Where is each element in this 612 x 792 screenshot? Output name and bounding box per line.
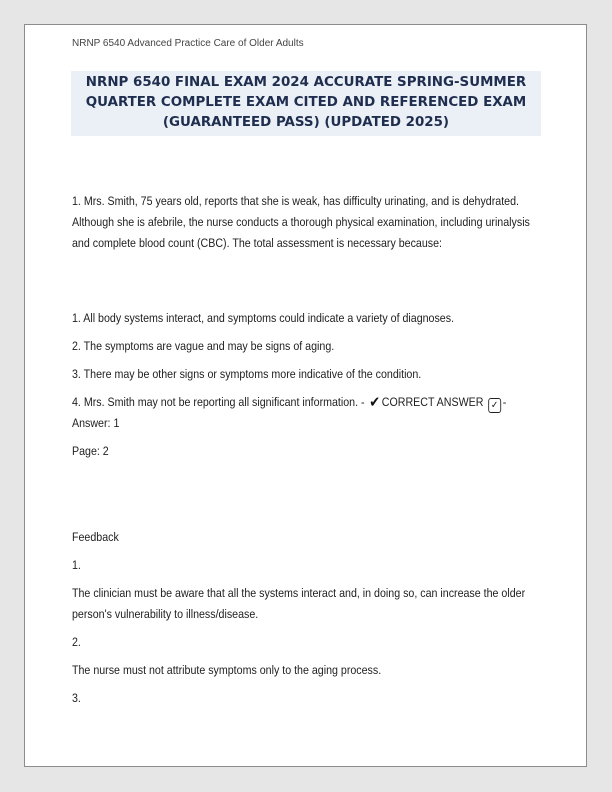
running-header: NRNP 6540 Advanced Practice Care of Older Adults bbox=[72, 38, 304, 49]
checkbox-checked-icon: ✓ bbox=[488, 398, 501, 413]
checkmark-icon: ✔ bbox=[369, 394, 381, 411]
feedback-item: 1. bbox=[72, 558, 81, 572]
feedback-item: The clinician must be aware that all the systems interact and, in doing so, can increase the older person's vulnerability to illness/disease. bbox=[72, 586, 526, 621]
correct-answer-label: CORRECT ANSWER bbox=[381, 395, 484, 409]
option-4 bbox=[72, 392, 541, 434]
feedback-item: 2. bbox=[72, 635, 81, 649]
answer-line: - Answer: 1 bbox=[72, 395, 507, 430]
option-3: 3. There may be other signs or symptoms more indicative of the condition. bbox=[72, 367, 422, 381]
page-reference: Page: 2 bbox=[72, 444, 109, 458]
document-page bbox=[24, 24, 587, 767]
question-text: 1. Mrs. Smith, 75 years old, reports that she is weak, has difficulty urinating, and is dehydrated. Although she is afebrile, the nurse conducts a thorough physical examination, including urinalysis and complete blood count (CBC). The total assessment is necessary because: bbox=[72, 194, 530, 250]
feedback-section bbox=[72, 527, 541, 716]
feedback-item: 3. bbox=[72, 691, 81, 705]
feedback-heading: Feedback bbox=[72, 530, 119, 544]
option-2: 2. The symptoms are vague and may be signs of aging. bbox=[72, 339, 335, 353]
option-1: 1. All body systems interact, and symptoms could indicate a variety of diagnoses. bbox=[72, 311, 455, 325]
answer-options bbox=[72, 308, 541, 469]
document-title: NRNP 6540 FINAL EXAM 2024 ACCURATE SPRING-SUMMER QUARTER COMPLETE EXAM CITED AND REFERENCED EXAM (GUARANTEED PASS) (UPDATED 2025) bbox=[71, 71, 541, 136]
feedback-item: The nurse must not attribute symptoms only to the aging process. bbox=[72, 663, 382, 677]
option-4-text: 4. Mrs. Smith may not be reporting all significant information. - bbox=[72, 395, 365, 409]
